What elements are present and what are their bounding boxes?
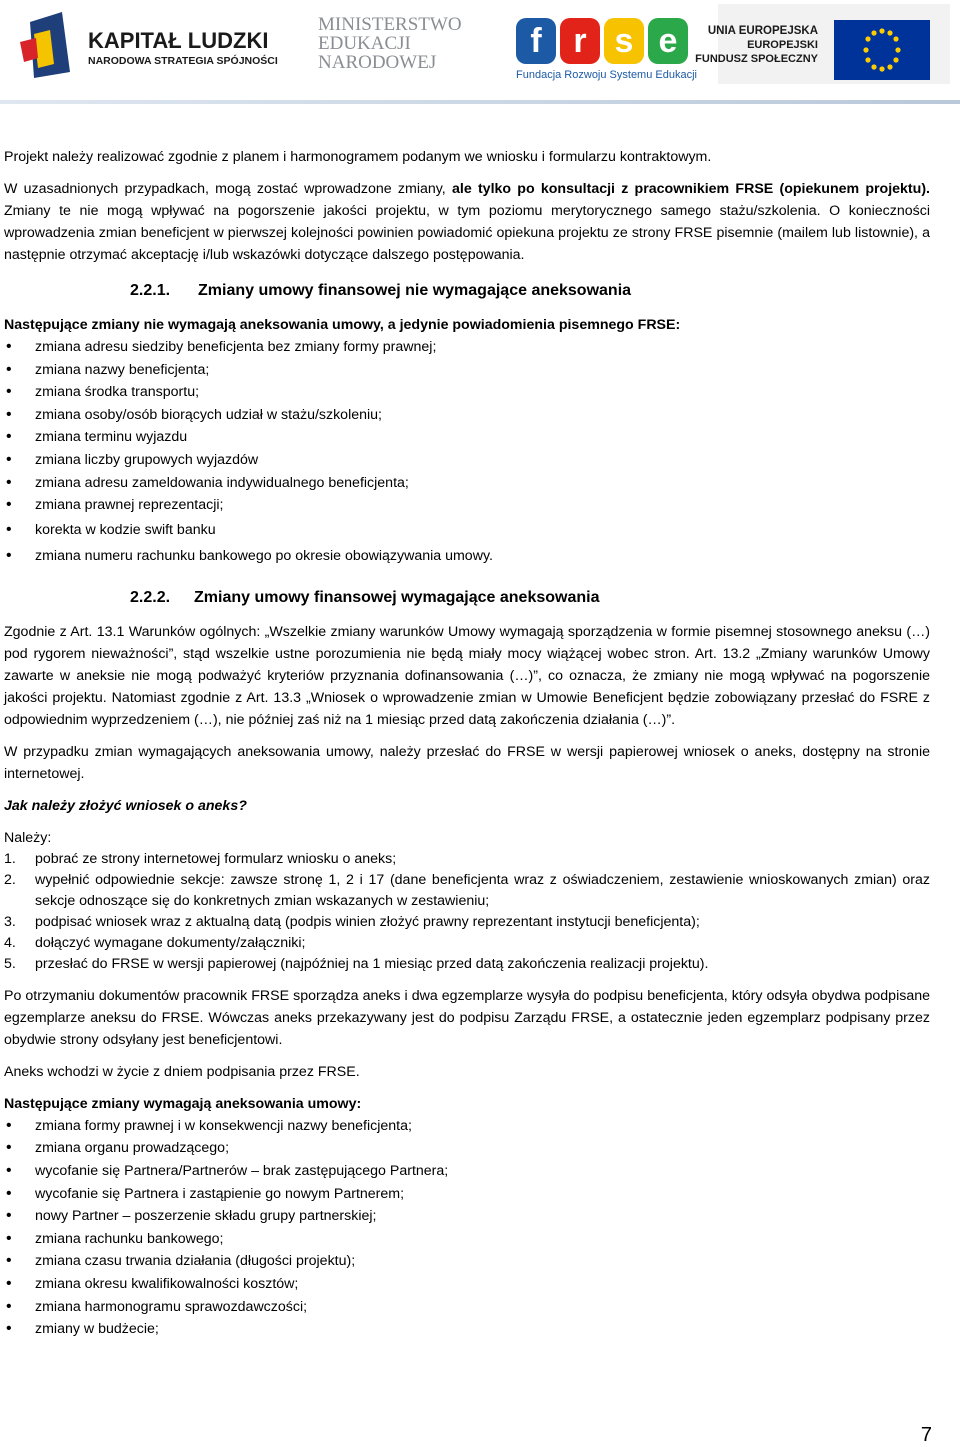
no-annex-changes-list	[4, 336, 930, 569]
steps-lead: Należy:	[4, 829, 52, 846]
kl-subtitle: NARODOWA STRATEGIA SPÓJNOŚCI	[88, 55, 278, 67]
list-item: • zmiany w budżecie;	[4, 1318, 930, 1341]
list-item	[4, 870, 930, 912]
section2-lead	[4, 1093, 930, 1115]
list-item: • zmiana numeru rachunku bankowego po okresie obowiązywania umowy.	[4, 543, 930, 569]
annex-changes-list	[4, 1115, 930, 1341]
step-number: 1.	[4, 850, 16, 867]
section-heading-2-2-2	[130, 587, 930, 609]
step-number: 4.	[4, 934, 16, 951]
section-title: Zmiany umowy finansowej nie wymagające aneksowania	[198, 282, 632, 299]
list-item	[4, 849, 930, 870]
section2-paragraph-2: W przypadku zmian wymagających aneksowania umowy, należy przesłać do FRSE w wersji papierowej wniosek o aneks, dostępny na stronie internetowej.	[4, 743, 930, 782]
intro-p2-start: W uzasadnionych przypadkach, mogą zostać wprowadzone zmiany,	[4, 181, 452, 197]
kl-title: KAPITAŁ LUDZKI	[88, 28, 269, 53]
ministry-line2: EDUKACJI	[318, 33, 411, 54]
step-text: wypełnić odpowiednie sekcje: zawsze stronę 1, 2 i 17 (dane beneficjenta wraz z oświadczeniem, zestawienie wnioskowanych zmian) oraz sekcje odnoszące się do konkretnych zmian wskazanych w zestawieniu;	[35, 871, 930, 909]
list-item: • zmiana osoby/osób biorących udział w stażu/szkoleniu;	[4, 404, 930, 427]
document-body	[4, 146, 930, 1351]
ministry-logo	[318, 12, 468, 74]
list-item: • nowy Partner – poszerzenie składu grupy partnerskiej;	[4, 1205, 930, 1228]
intro-p2-rest: Zmiany te nie mogą wpływać na pogorszenie jakości projektu, w tym poziomu merytorycznego samego stażu/szkolenia. O konieczności wprowadzenia zmian beneficjent w pierwszej kolejności powinien powiadomić opiekuna projektu ze strony FRSE pisemnie (mailem lub listownie), a następnie otrzymać akceptację i/lub wskazówki dotyczące dalszego postępowania.	[4, 203, 930, 263]
frse-caption: Fundacja Rozwoju Systemu Edukacji	[516, 69, 697, 81]
eu-line2: EUROPEJSKI	[747, 39, 818, 51]
intro-paragraph-1: Projekt należy realizować zgodnie z planem i harmonogramem podanym we wniosku i formularzu kontraktowym.	[4, 149, 712, 165]
frse-logo	[512, 6, 698, 82]
list-item: • zmiana liczby grupowych wyjazdów	[4, 449, 930, 472]
section2-paragraph-4: Aneks wchodzi w życie z dniem podpisania przez FRSE.	[4, 1063, 360, 1080]
list-item: • zmiana adresu siedziby beneficjenta bez zmiany formy prawnej;	[4, 336, 930, 359]
list-item: • zmiana rachunku bankowego;	[4, 1228, 930, 1251]
svg-text:s: s	[614, 22, 634, 60]
intro-p2-bold: ale tylko po konsultacji z pracownikiem FRSE (opiekunem projektu).	[451, 181, 930, 197]
list-item: • zmiana okresu kwalifikowalności kosztów;	[4, 1273, 930, 1296]
step-text: dołączyć wymagane dokumenty/załączniki;	[35, 934, 306, 951]
list-item: • zmiana nazwy beneficjenta;	[4, 359, 930, 382]
header-rule	[0, 100, 960, 104]
annex-steps-list	[4, 849, 930, 975]
list-item: • zmiana organu prowadzącego;	[4, 1137, 930, 1160]
step-text: pobrać ze strony internetowej formularz wniosku o aneks;	[35, 850, 397, 867]
ministry-line1: MINISTERSTWO	[318, 14, 462, 35]
section-title: Zmiany umowy finansowej wymagające aneksowania	[194, 588, 600, 606]
section-number: 2.2.1.	[130, 282, 171, 299]
list-item: • zmiana terminu wyjazdu	[4, 426, 930, 449]
section2-paragraph-3: Po otrzymaniu dokumentów pracownik FRSE sporządza aneks i dwa egzemplarze wysyła do podpisu beneficjenta, który odsyła obydwa podpisane egzemplarze aneksu do FRSE. Wówczas aneks przekazywany jest do podpisu Zarządu FRSE, a ostatecznie jeden egzemplarz podpisany przez obydwie strony odsyłany jest beneficjentowi.	[4, 987, 930, 1048]
list-item: • wycofanie się Partnera/Partnerów – brak zastępującego Partnera;	[4, 1160, 930, 1183]
section2-question: Jak należy złożyć wniosek o aneks?	[4, 797, 247, 814]
list-item: • wycofanie się Partnera i zastąpienie go nowym Partnerem;	[4, 1183, 930, 1206]
svg-text:f: f	[530, 22, 542, 60]
eu-line3: FUNDUSZ SPOŁECZNY	[695, 53, 818, 65]
section-heading-2-2-1	[130, 280, 930, 302]
ministry-line3: NARODOWEJ	[318, 52, 437, 73]
svg-text:r: r	[573, 22, 587, 60]
section-number: 2.2.2.	[130, 588, 171, 606]
step-number: 2.	[4, 871, 16, 888]
section2-paragraph-1: Zgodnie z Art. 13.1 Warunków ogólnych: „Wszelkie zmiany warunków Umowy wymagają sporządzenia w formie pisemnej stosownego aneksu (…) pod rygorem nieważności”, stąd wszelkie ustne porozumienia nie będą miały mocy wiążącej wobec stron. Art. 13.2 „Zmiany warunków Umowy zawarte w aneksie nie mogą podważyć kryteriów przyznania dofinansowania (…)”, co oznacza, że zmiany nie mogą wpływać na pogorszenie jakości projektu. Natomiast zgodnie z Art. 13.3 „Wniosek o wprowadzenie zmian w Umowie Beneficjent będzie zobowiązany przesłać do FSRE z odpowiednim wyprzedzeniem (…), nie później zaś niż na 1 miesiąc przed datą zakończenia działania (…)”.	[4, 623, 930, 728]
header-logos	[0, 0, 960, 104]
section1-lead-text: Następujące zmiany nie wymagają aneksowania umowy, a jedynie powiadomienia pisemnego FRSE:	[4, 317, 681, 333]
svg-text:e: e	[658, 22, 678, 60]
section2-lead-text: Następujące zmiany wymagają aneksowania umowy:	[4, 1095, 362, 1112]
list-item: • zmiana harmonogramu sprawozdawczości;	[4, 1296, 930, 1319]
list-item: • zmiana prawnej reprezentacji;	[4, 494, 930, 517]
step-text: podpisać wniosek wraz z aktualną datą (podpis winien złożyć prawny reprezentant instytucji beneficjenta);	[35, 913, 700, 930]
list-item	[4, 912, 930, 933]
kapital-ludzki-logo	[10, 4, 288, 84]
list-item	[4, 933, 930, 954]
list-item	[4, 954, 930, 975]
list-item: • korekta w kodzie swift banku	[4, 517, 930, 543]
list-item: • zmiana formy prawnej i w konsekwencji nazwy beneficjenta;	[4, 1115, 930, 1138]
list-item: • zmiana czasu trwania działania (długości projektu);	[4, 1250, 930, 1273]
intro-paragraph-2	[4, 178, 930, 266]
eu-line1: UNIA EUROPEJSKA	[707, 25, 818, 37]
list-item: • zmiana adresu zameldowania indywidualnego beneficjenta;	[4, 472, 930, 495]
step-number: 3.	[4, 913, 16, 930]
page-number: 7	[920, 1424, 932, 1446]
section1-lead	[4, 314, 930, 336]
list-item: • zmiana środka transportu;	[4, 381, 930, 404]
step-number: 5.	[4, 955, 16, 972]
step-text: przesłać do FRSE w wersji papierowej (najpóźniej na 1 miesiąc przed datą zakończenia realizacji projektu).	[35, 955, 709, 972]
eu-logo	[695, 4, 950, 84]
